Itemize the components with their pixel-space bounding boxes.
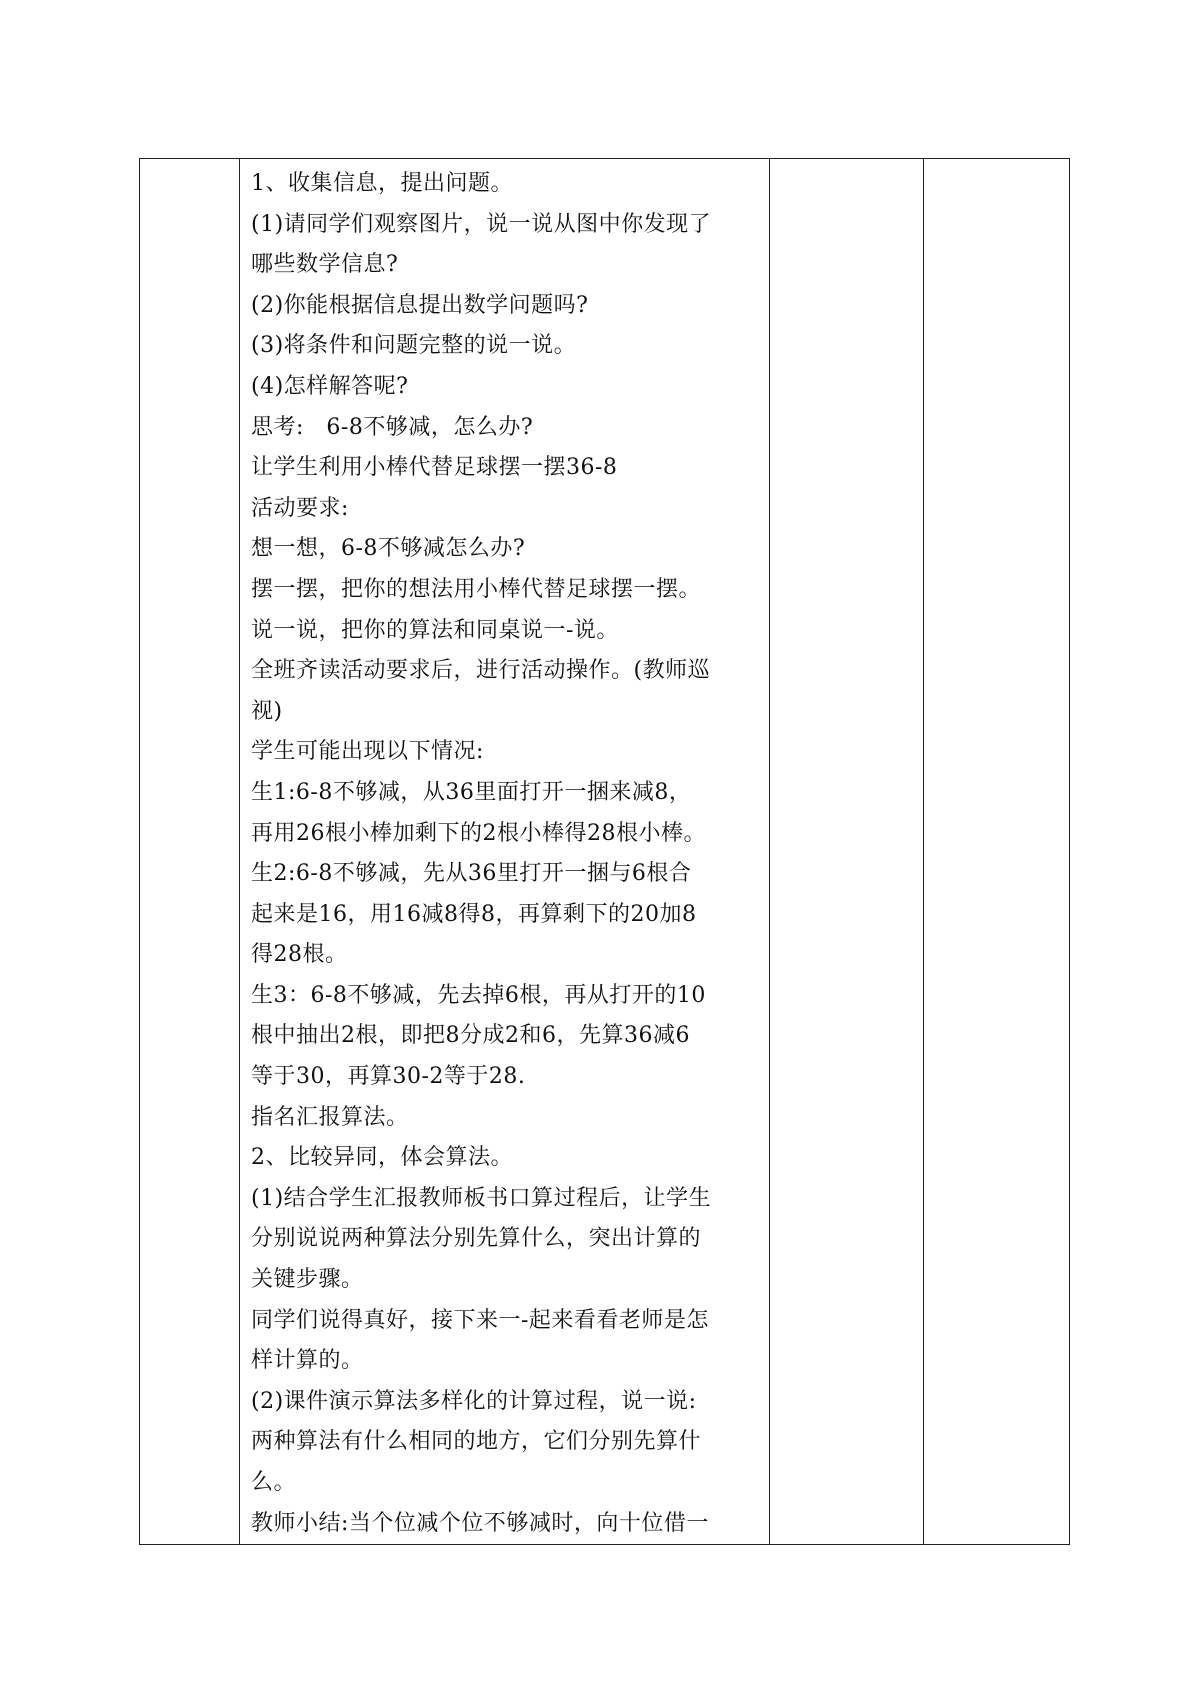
step-line: 生1:6-8不够减，从36里面打开一捆来减8， bbox=[251, 779, 692, 805]
step-line: 生3：6-8不够减，先去掉6根，再从打开的10 bbox=[251, 982, 706, 1008]
step-line: 活动要求: bbox=[251, 495, 349, 521]
step-line: 根中抽出2根，即把8分成2和6，先算36减6 bbox=[251, 1023, 690, 1049]
step-line: (4)怎样解答呢? bbox=[251, 373, 409, 399]
teaching-process-cell bbox=[240, 159, 770, 1545]
step-line: 指名汇报算法。 bbox=[251, 1104, 409, 1130]
step-line: 关键步骤。 bbox=[251, 1267, 364, 1293]
step-line: 说一说，把你的算法和同桌说一-说。 bbox=[251, 617, 619, 643]
stage-column-cell bbox=[140, 159, 240, 1545]
teaching-process-content bbox=[240, 159, 769, 1544]
student-activity-cell bbox=[770, 159, 924, 1545]
step-line: 生2:6-8不够减，先从36里打开一捆与6根合 bbox=[251, 861, 692, 887]
step-line: 学生可能出现以下情况: bbox=[251, 739, 484, 765]
step-line: 再用26根小棒加剩下的2根小棒得28根小棒。 bbox=[251, 820, 706, 846]
step-line: 想一想，6-8不够减怎么办? bbox=[251, 536, 526, 562]
step-line: 1、收集信息，提出问题。 bbox=[251, 171, 513, 196]
step-line: 样计算的。 bbox=[251, 1348, 364, 1374]
step-line: (3)将条件和问题完整的说一说。 bbox=[251, 333, 577, 359]
step-line: (1)结合学生汇报教师板书口算过程后，让学生 bbox=[251, 1185, 712, 1211]
step-line: 全班齐读活动要求后，进行活动操作。(教师巡 bbox=[251, 658, 711, 684]
step-line: 两种算法有什么相同的地方，它们分别先算什 bbox=[251, 1429, 702, 1455]
step-line: 思考: 6-8不够减，怎么办? bbox=[251, 414, 534, 440]
step-line: 么。 bbox=[251, 1470, 297, 1495]
step-line: 等于30，再算30-2等于28. bbox=[251, 1064, 526, 1090]
step-line: 哪些数学信息? bbox=[251, 252, 399, 278]
step-line: 教师小结:当个位减个位不够减时，向十位借一 bbox=[251, 1510, 709, 1536]
step-line: 同学们说得真好，接下来一-起来看看老师是怎 bbox=[251, 1307, 709, 1333]
step-line: 分别说说两种算法分别先算什么，突出计算的 bbox=[251, 1226, 702, 1252]
step-line: 2、比较异同，体会算法。 bbox=[251, 1145, 513, 1171]
step-line: (2)你能根据信息提出数学问题吗? bbox=[251, 292, 589, 318]
step-line: 让学生利用小棒代替足球摆一摆36-8 bbox=[251, 455, 618, 481]
lesson-plan-table bbox=[139, 158, 1070, 1545]
table-row bbox=[140, 159, 1070, 1545]
step-line: 起来是16，用16减8得8，再算剩下的20加8 bbox=[251, 901, 697, 927]
step-line: 得28根。 bbox=[251, 942, 348, 968]
step-line: 摆一摆，把你的想法用小棒代替足球摆一摆。 bbox=[251, 576, 702, 602]
step-line: 视) bbox=[251, 698, 283, 724]
step-line: (2)课件演示算法多样化的计算过程，说一说: bbox=[251, 1388, 697, 1414]
design-intent-cell bbox=[924, 159, 1070, 1545]
step-line: (1)请同学们观察图片，说一说从图中你发现了 bbox=[251, 211, 712, 237]
